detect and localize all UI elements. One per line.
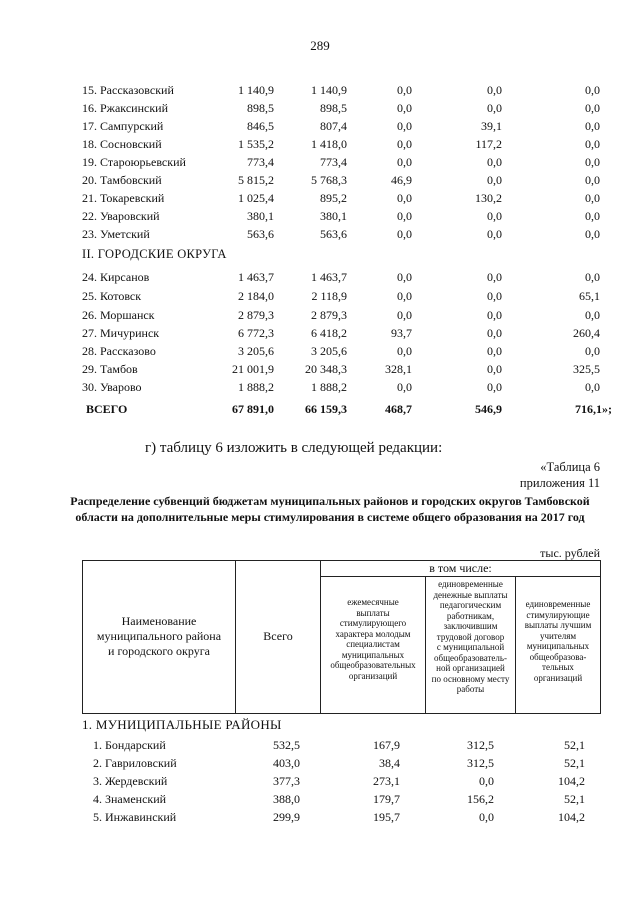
section-label: 1. МУНИЦИПАЛЬНЫЕ РАЙОНЫ	[82, 717, 282, 732]
district-name: 17. Сампурский	[82, 119, 164, 133]
total-value: 6 772,3	[238, 326, 274, 340]
col2-value: 0,0	[397, 83, 412, 97]
col1-value: 1 888,2	[311, 380, 347, 394]
col3-value: 0,0	[487, 326, 502, 340]
col4-value: 0,0	[585, 227, 600, 241]
col1-value: 773,4	[320, 155, 347, 169]
total-value: 1 535,2	[238, 137, 274, 151]
col4-value: 0,0	[585, 270, 600, 284]
header-border-bottom	[82, 713, 601, 714]
col3-value: 0,0	[487, 173, 502, 187]
col3-value: 0,0	[487, 83, 502, 97]
col1-value: 1 140,9	[311, 83, 347, 97]
table-ref-line1: «Таблица 6	[540, 460, 600, 474]
header-col3: единовременные стимулирующие выплаты лучшим учителям муниципальных общеобразова- тельных организаций	[524, 599, 592, 683]
col1-value: 273,1	[373, 774, 400, 788]
district-name: 25. Котовск	[82, 289, 142, 303]
col2-value: 0,0	[479, 810, 494, 824]
col4-value: 65,1	[579, 289, 600, 303]
col2-value: 0,0	[397, 380, 412, 394]
district-name: 29. Тамбов	[82, 362, 138, 376]
col3-value: 130,2	[475, 191, 502, 205]
col4-value: 0,0	[585, 209, 600, 223]
district-name: 27. Мичуринск	[82, 326, 160, 340]
col2-value: 328,1	[385, 362, 412, 376]
district-name: 2. Гавриловский	[93, 756, 177, 770]
col2-value: 0,0	[397, 155, 412, 169]
col2-value: 0,0	[397, 227, 412, 241]
col3-value: 0,0	[487, 227, 502, 241]
col3-value: 39,1	[481, 119, 502, 133]
col2-value: 0,0	[397, 119, 412, 133]
col1-value: 195,7	[373, 810, 400, 824]
total-value: 898,5	[247, 101, 274, 115]
district-name: 4. Знаменский	[93, 792, 167, 806]
col4-value: 260,4	[573, 326, 600, 340]
col4-value: 0,0	[585, 173, 600, 187]
col4-value: 0,0	[585, 191, 600, 205]
col1-value: 380,1	[320, 209, 347, 223]
col2-value: 0,0	[397, 137, 412, 151]
col4-value: 0,0	[585, 380, 600, 394]
group-border	[320, 576, 601, 577]
table-ref-line2: приложения 11	[519, 476, 600, 490]
total-label: ВСЕГО	[86, 402, 128, 416]
col3-value: 52,1	[564, 738, 585, 752]
col1-value: 1 463,7	[311, 270, 347, 284]
col4-value: 716,1»;	[575, 402, 612, 416]
col2-value: 0,0	[397, 289, 412, 303]
col3-value: 0,0	[487, 308, 502, 322]
total-value: 2 184,0	[238, 289, 274, 303]
col3-value: 0,0	[487, 362, 502, 376]
col1-value: 179,7	[373, 792, 400, 806]
district-name: 26. Моршанск	[82, 308, 155, 322]
header-group: в том числе:	[429, 561, 492, 575]
col3-value: 52,1	[564, 756, 585, 770]
total-value: 2 879,3	[238, 308, 274, 322]
total-value: 3 205,6	[238, 344, 274, 358]
col4-value: 325,5	[573, 362, 600, 376]
total-value: 532,5	[273, 738, 300, 752]
district-name: 24. Кирсанов	[82, 270, 150, 284]
total-value: 846,5	[247, 119, 274, 133]
col4-value: 0,0	[585, 101, 600, 115]
district-name: 16. Ржаксинский	[82, 101, 168, 115]
district-name: 20. Тамбовский	[82, 173, 162, 187]
header-name: Наименование муниципального района и городского округа	[96, 614, 222, 658]
instruction-text: г) таблицу 6 изложить в следующей редакции:	[145, 440, 443, 456]
table-heading: Распределение субвенций бюджетам муниципальных районов и городских округов Тамбовской области на дополнительные меры стимулирования в системе общего образования на 2017 год	[70, 494, 590, 524]
col3-value: 0,0	[487, 380, 502, 394]
total-value: 563,6	[247, 227, 274, 241]
district-name: 18. Сосновский	[82, 137, 162, 151]
total-value: 299,9	[273, 810, 300, 824]
col1-value: 38,4	[379, 756, 400, 770]
col2-value: 0,0	[397, 270, 412, 284]
col1-value: 563,6	[320, 227, 347, 241]
col1-value: 6 418,2	[311, 326, 347, 340]
district-name: 30. Уварово	[82, 380, 142, 394]
total-value: 1 140,9	[238, 83, 274, 97]
col3-value: 0,0	[487, 155, 502, 169]
col1-value: 2 879,3	[311, 308, 347, 322]
total-value: 67 891,0	[232, 402, 274, 416]
col1-value: 3 205,6	[311, 344, 347, 358]
total-value: 21 001,9	[232, 362, 274, 376]
header-col2: единовременные денежные выплаты педагогическим работникам, заключившим трудовой договор с муниципальной общеобразователь- ной организацией по основному месту работы	[431, 579, 510, 694]
total-value: 388,0	[273, 792, 300, 806]
col2-value: 46,9	[391, 173, 412, 187]
col4-value: 0,0	[585, 137, 600, 151]
col4-value: 0,0	[585, 344, 600, 358]
col2-value: 468,7	[385, 402, 412, 416]
col3-value: 52,1	[564, 792, 585, 806]
total-value: 5 815,2	[238, 173, 274, 187]
district-name: 21. Токаревский	[82, 191, 165, 205]
col4-value: 0,0	[585, 83, 600, 97]
col1-value: 1 418,0	[311, 137, 347, 151]
total-value: 773,4	[247, 155, 274, 169]
col3-value: 104,2	[558, 774, 585, 788]
col2-value: 0,0	[397, 344, 412, 358]
col3-value: 546,9	[475, 402, 502, 416]
col1-value: 2 118,9	[311, 289, 347, 303]
district-name: 3. Жердевский	[93, 774, 168, 788]
col3-value: 117,2	[475, 137, 502, 151]
col1-value: 898,5	[320, 101, 347, 115]
col1-value: 20 348,3	[305, 362, 347, 376]
col2-value: 312,5	[467, 738, 494, 752]
col2-value: 0,0	[397, 191, 412, 205]
col1-value: 895,2	[320, 191, 347, 205]
col2-value: 156,2	[467, 792, 494, 806]
col3-value: 0,0	[487, 289, 502, 303]
col1-value: 167,9	[373, 738, 400, 752]
col2-value: 0,0	[397, 308, 412, 322]
district-name: 15. Рассказовский	[82, 83, 174, 97]
col4-value: 0,0	[585, 308, 600, 322]
col4-value: 0,0	[585, 119, 600, 133]
total-value: 1 888,2	[238, 380, 274, 394]
col3-value: 104,2	[558, 810, 585, 824]
col4-value: 0,0	[585, 155, 600, 169]
units-label: тыс. рублей	[540, 546, 600, 560]
header-total: Всего	[263, 629, 293, 643]
col3-value: 0,0	[487, 344, 502, 358]
col2-value: 312,5	[467, 756, 494, 770]
col3-value: 0,0	[487, 209, 502, 223]
col1-value: 807,4	[320, 119, 347, 133]
page-number: 289	[310, 38, 330, 53]
district-name: 5. Инжавинский	[93, 810, 177, 824]
col1-value: 5 768,3	[311, 173, 347, 187]
total-value: 380,1	[247, 209, 274, 223]
col3-value: 0,0	[487, 270, 502, 284]
col3-value: 0,0	[487, 101, 502, 115]
col2-value: 0,0	[397, 209, 412, 223]
total-value: 1 463,7	[238, 270, 274, 284]
header-col1: ежемесячные выплаты стимулирующего характера молодым специалистам муниципальных общеобразовательных организаций	[330, 597, 416, 681]
district-name: 23. Уметский	[82, 227, 150, 241]
col2-value: 0,0	[397, 101, 412, 115]
total-value: 377,3	[273, 774, 300, 788]
district-name: 19. Староюрьевский	[82, 155, 186, 169]
district-name: 22. Уваровский	[82, 209, 160, 223]
total-value: 1 025,4	[238, 191, 274, 205]
col1-value: 66 159,3	[305, 402, 347, 416]
district-name: 28. Рассказово	[82, 344, 156, 358]
col2-value: 93,7	[391, 326, 412, 340]
col2-value: 0,0	[479, 774, 494, 788]
section-label: II. ГОРОДСКИЕ ОКРУГА	[82, 247, 227, 261]
header-vline	[600, 560, 601, 714]
district-name: 1. Бондарский	[93, 738, 166, 752]
total-value: 403,0	[273, 756, 300, 770]
